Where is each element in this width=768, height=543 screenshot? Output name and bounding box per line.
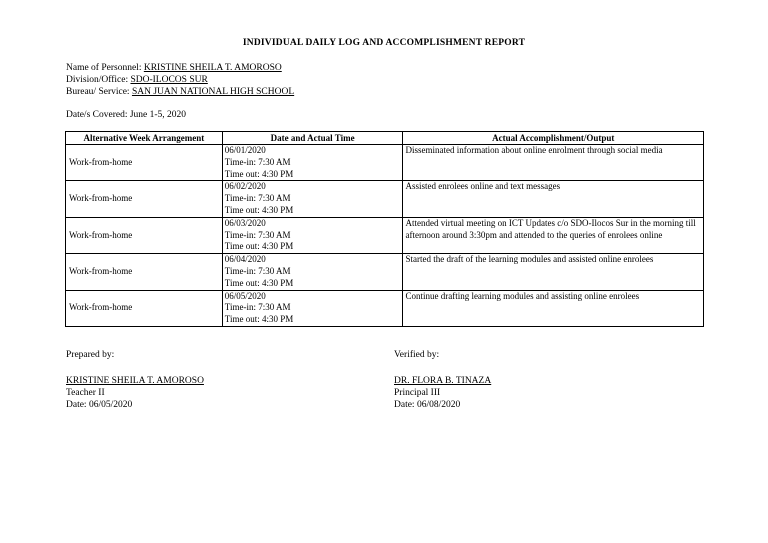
- verified-name: DR. FLORA B. TINAZA: [394, 376, 492, 386]
- arrangement-cell: Work-from-home: [66, 290, 223, 326]
- prepared-position: Teacher II: [66, 388, 105, 398]
- bureau-line: [66, 86, 294, 98]
- log-table: [65, 131, 704, 327]
- division-line: [66, 74, 208, 86]
- time-out-value: Time out: 4:30 PM: [224, 204, 294, 215]
- header-date-time: Date and Actual Time: [222, 132, 403, 145]
- table-header-row: [66, 132, 704, 145]
- bureau-value: SAN JUAN NATIONAL HIGH SCHOOL: [131, 87, 295, 97]
- output-cell: Assisted enrolees online and text messages: [403, 181, 704, 217]
- time-in-value: Time-in: 7:30 AM: [224, 156, 291, 167]
- verified-label: Verified by:: [394, 350, 440, 360]
- table-row: [66, 217, 704, 253]
- output-cell: Continue drafting learning modules and assisting online enrolees: [403, 290, 704, 326]
- arrangement-cell: Work-from-home: [66, 217, 223, 253]
- prepared-by-block: [66, 349, 204, 411]
- date-time-cell: [222, 145, 403, 181]
- dates-covered: Date/s Covered: June 1-5, 2020: [66, 110, 187, 120]
- prepared-label: Prepared by:: [66, 350, 115, 360]
- verified-position: Principal III: [394, 388, 441, 398]
- report-title: INDIVIDUAL DAILY LOG AND ACCOMPLISHMENT REPORT: [242, 38, 526, 48]
- table-row: [66, 290, 704, 326]
- date-time-cell: [222, 181, 403, 217]
- verified-by-block: [394, 349, 491, 411]
- date-time-cell: [222, 254, 403, 290]
- time-out-value: Time out: 4:30 PM: [224, 277, 294, 288]
- table-row: [66, 254, 704, 290]
- time-in-value: Time-in: 7:30 AM: [224, 265, 291, 276]
- arrangement-cell: Work-from-home: [66, 181, 223, 217]
- personnel-value: KRISTINE SHEILA T. AMOROSO: [143, 63, 282, 73]
- date-value: 06/04/2020: [224, 254, 266, 265]
- arrangement-cell: Work-from-home: [66, 254, 223, 290]
- date-time-cell: [222, 290, 403, 326]
- division-value: SDO-ILOCOS SUR: [130, 75, 208, 85]
- table-row: [66, 181, 704, 217]
- header-output: Actual Accomplishment/Output: [403, 132, 704, 145]
- prepared-name: KRISTINE SHEILA T. AMOROSO: [66, 376, 204, 386]
- output-cell: Started the draft of the learning modules and assisted online enrolees: [403, 254, 704, 290]
- time-in-value: Time-in: 7:30 AM: [224, 229, 291, 240]
- date-value: 06/02/2020: [224, 181, 266, 192]
- bureau-label: Bureau/ Service:: [66, 87, 130, 97]
- date-time-cell: [222, 217, 403, 253]
- time-out-value: Time out: 4:30 PM: [224, 314, 294, 325]
- division-label: Division/Office:: [66, 75, 129, 85]
- personnel-line: [66, 62, 282, 74]
- arrangement-cell: Work-from-home: [66, 145, 223, 181]
- time-in-value: Time-in: 7:30 AM: [224, 193, 291, 204]
- output-cell: Disseminated information about online enrolment through social media: [403, 145, 704, 181]
- output-cell: Attended virtual meeting on ICT Updates c/o SDO-Ilocos Sur in the morning till afternoon around 3:30pm and attended to the queries of enrolees online: [403, 217, 704, 253]
- header-arrangement: Alternative Week Arrangement: [66, 132, 223, 145]
- time-out-value: Time out: 4:30 PM: [224, 168, 294, 179]
- table-row: [66, 145, 704, 181]
- date-value: 06/03/2020: [224, 217, 266, 228]
- time-out-value: Time out: 4:30 PM: [224, 241, 294, 252]
- date-value: 06/05/2020: [224, 290, 266, 301]
- verified-date: Date: 06/08/2020: [394, 400, 461, 410]
- time-in-value: Time-in: 7:30 AM: [224, 302, 291, 313]
- prepared-date: Date: 06/05/2020: [66, 400, 133, 410]
- personnel-label: Name of Personnel:: [66, 63, 142, 73]
- date-value: 06/01/2020: [224, 145, 266, 155]
